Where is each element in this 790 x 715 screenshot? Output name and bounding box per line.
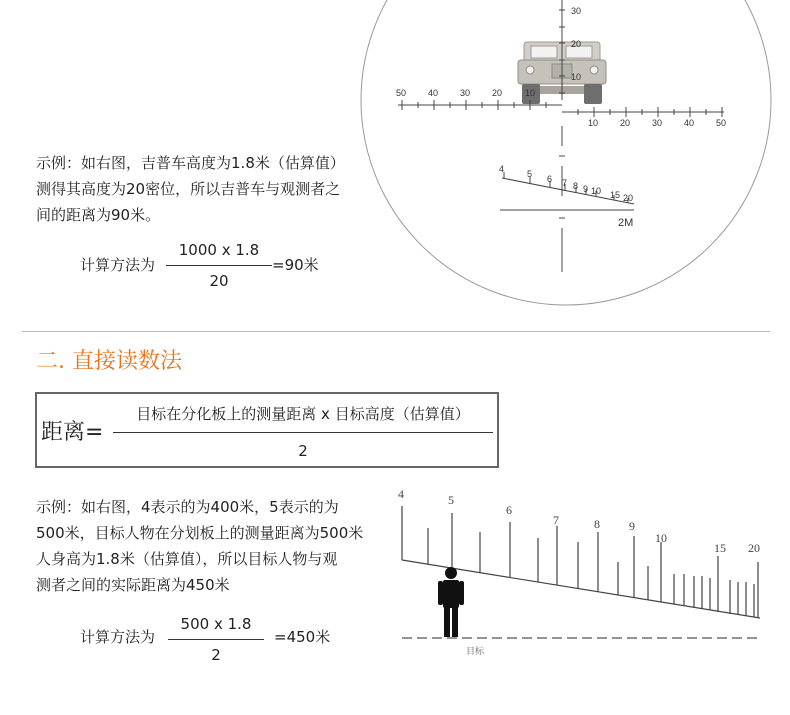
rangefinder-label-20: 20: [623, 193, 634, 203]
vertical-label-10: 10: [571, 72, 582, 82]
scale-label-10: 10: [655, 531, 667, 545]
rangefinder-label-6: 6: [547, 174, 553, 184]
right-label-20: 20: [620, 118, 631, 128]
scale-label-20: 20: [748, 541, 760, 555]
example1-denominator: 20: [209, 272, 229, 290]
rangefinder-label-10: 10: [591, 186, 602, 196]
left-label-30: 30: [460, 88, 471, 98]
example2-result: =450米: [274, 628, 331, 646]
example2-denominator: 2: [211, 646, 221, 664]
right-label-10: 10: [588, 118, 599, 128]
example1-line1: 示例：如右图，吉普车高度为1.8米（估算值）: [36, 154, 345, 172]
rangefinder-unit: 2M: [618, 217, 634, 229]
right-label-40: 40: [684, 118, 695, 128]
example1-line3: 间的距离为90米。: [36, 206, 161, 224]
person-icon: [438, 567, 464, 637]
example2-line4: 测者之间的实际距离为450米: [36, 576, 230, 594]
rangefinder-label-15: 15: [610, 190, 621, 200]
example2-text: [36, 494, 363, 598]
formula-numerator: 目标在分化板上的测量距离 x 目标高度（估算值）: [136, 405, 470, 423]
vertical-label-30: 30: [571, 6, 582, 16]
left-label-20: 20: [492, 88, 503, 98]
vertical-label-20: 20: [571, 39, 582, 49]
horizontal-ticks: [402, 100, 722, 117]
scale-label-6: 6: [506, 503, 512, 517]
scale-label-7: 7: [553, 513, 559, 527]
left-label-10: 10: [525, 88, 536, 98]
example2-line1: 示例：如右图，4表示的为400米，5表示的为: [36, 498, 339, 516]
ground-label: 目标: [466, 647, 485, 657]
scale-label-4: 4: [398, 487, 404, 501]
scale-label-8: 8: [594, 517, 600, 531]
scale-label-5: 5: [448, 493, 454, 507]
formula-label: 距离=: [41, 420, 104, 445]
scale-label-15: 15: [714, 541, 726, 555]
section-divider: [22, 331, 770, 332]
example2-line3: 人身高为1.8米（估算值），所以目标人物与观: [36, 550, 338, 568]
formula-box: [35, 392, 499, 468]
example1-line2: 测得其高度为20密位，所以吉普车与观测者之: [36, 180, 341, 198]
example2-numerator: 500 x 1.8: [180, 615, 252, 633]
left-label-50: 50: [396, 88, 407, 98]
example1-result: =90米: [272, 256, 319, 274]
scale-diagram: [390, 478, 780, 668]
example1-numerator: 1000 x 1.8: [178, 241, 260, 259]
example2-line2: 500米，目标人物在分划板上的测量距离为500米: [36, 524, 364, 542]
section2-heading: 二. 直接读数法: [36, 349, 182, 374]
formula-fraction-bar: [113, 432, 493, 433]
rangefinder-label-4: 4: [499, 164, 505, 174]
rangefinder-label-8: 8: [573, 181, 579, 191]
right-label-50: 50: [716, 118, 727, 128]
formula-denominator: 2: [298, 442, 308, 460]
reticle-diagram: [0, 0, 790, 330]
rangefinder-label-7: 7: [562, 178, 568, 188]
rangefinder-label-9: 9: [583, 184, 589, 194]
right-label-30: 30: [652, 118, 663, 128]
example2-fraction-bar: [168, 639, 264, 640]
left-label-40: 40: [428, 88, 439, 98]
example2-calc-label: 计算方法为: [80, 628, 156, 646]
lower-vertical-line: [559, 126, 568, 272]
scale-label-9: 9: [629, 519, 635, 533]
example1-calc-label: 计算方法为: [80, 256, 156, 274]
rangefinder-label-5: 5: [527, 169, 533, 179]
